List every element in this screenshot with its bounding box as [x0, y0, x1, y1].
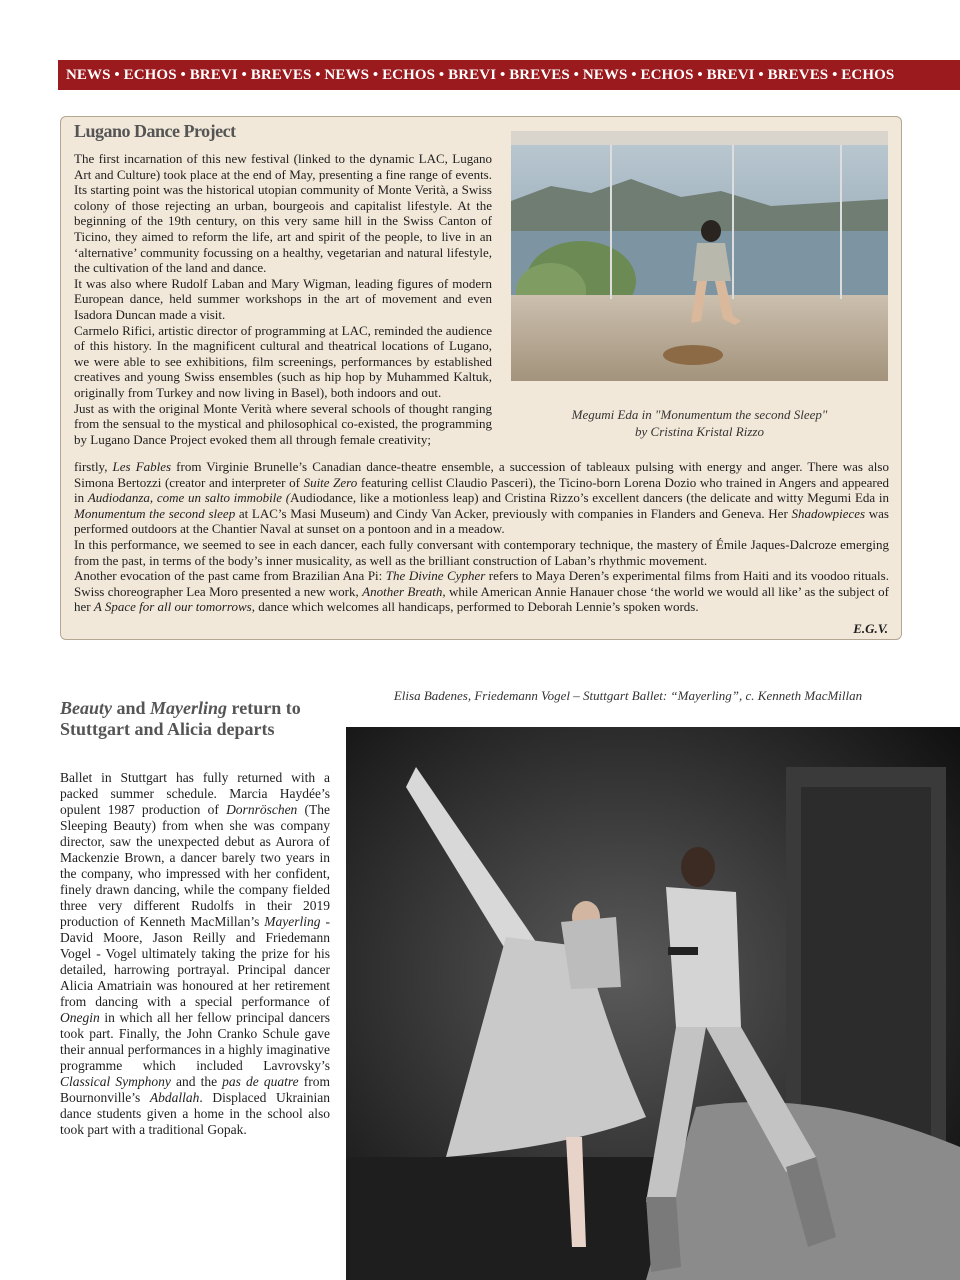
text-run: refers to Maya Deren’s experimental films from Haiti and its voodoo rituals. Swiss choreographer Lea Moro presented a new work, — [74, 568, 889, 599]
text-run: and the — [170, 1074, 223, 1089]
paragraph: In this performance, we seemed to see in each dancer, each fully conversant with contemporary technique, the mastery of Émile Jaques-Dalcroze emerging from the past, in terms of the body’s inner musicality, as well as the brilliant construction of Laban’s rhythmic movement. — [74, 536, 889, 568]
text-run: , dance which welcomes all handicaps, performed to Deborah Lennie’s spoken words. — [251, 599, 699, 615]
text-run: from Bournonville’s — [60, 1074, 330, 1105]
lugano-column-text — [74, 151, 492, 447]
work-title: Abdallah — [149, 1090, 200, 1105]
paragraph — [74, 459, 889, 537]
paragraph — [74, 568, 889, 615]
work-title: Dornröschen — [226, 802, 298, 817]
text-run: Another evocation of the past came from Brazilian Ana Pi: — [74, 568, 386, 584]
work-title: Shadowpieces — [791, 505, 866, 521]
lugano-full-width-text — [74, 459, 889, 615]
text-run: featuring cellist Claudio Pasceri), the Ticino-born Lorena Dozio who trained in Angers and appeared in — [74, 474, 889, 506]
lugano-photo-caption — [511, 406, 888, 440]
author-signature: E.G.V. — [853, 621, 888, 636]
text-run: (The Sleeping Beauty) from when she was company director, saw the unexpected debut as Aurora of Mackenzie Brown, a dancer barely two years in the company, who impressed with her confident, finely drawn dancing, while the company fielded three very different Rudolfs in their 2019 production of Kenneth MacMillan’s — [60, 802, 331, 929]
work-title: Audiodanza, come un salto immobile ( — [87, 490, 291, 506]
title-text: return to Stuttgart and Alicia departs — [60, 698, 301, 739]
work-title: Mayerling — [264, 914, 321, 929]
caption-line: Megumi Eda in "Monumentum the second Sleep" — [571, 407, 828, 422]
text-run: in which all her fellow principal dancers took part. Finally, the John Cranko Schule gave their annual performances in a highly imaginative programme which included Lavrovsky’s — [60, 1010, 330, 1073]
work-title: Monumentum the second sleep — [74, 505, 236, 521]
paragraph: Carmelo Rifici, artistic director of programming at LAC, reminded the audience of this history. In the magnificent cultural and theatrical locations of Lugano, we were able to see exhibitions, film screenings, performances by established creatives and young Swiss ensembles (such as hip hop by Muhammed Kaltuk, originally from Turkey and now living in Basel), both indoors and out. — [74, 322, 492, 400]
text-run: firstly, — [74, 459, 113, 474]
stuttgart-title — [60, 698, 330, 740]
text-run: . Displaced Ukrainian dance students given a home in the school also took part with a traditional Gopak. — [60, 1090, 330, 1137]
work-title: The Divine Cypher — [385, 568, 486, 584]
text-run: from Virginie Brunelle’s Canadian dance-theatre ensemble, a succession of tableaux pulsing with energy and anger. There was also Simona Bertozzi (creator and interpreter of — [74, 459, 889, 490]
paragraph: The first incarnation of this new festival (linked to the dynamic LAC, Lugano Art and Culture) took place at the end of May, presenting a fine range of events. Its starting point was the historical utopian community of Monte Verità, a Swiss colony of those rejecting an urban, bourgeois and capitalist lifestyle. At the beginning of the 19th century, on this very same hill in the Swiss Canton of Ticino, they aimed to reform the life, art and spirit of the people, to live in an ‘alternative’ community focussing on a healthy, vegetarian and natural lifestyle, the cultivation of the land and dance. — [74, 151, 492, 276]
title-text: and — [112, 698, 151, 718]
stuttgart-body — [60, 770, 330, 1138]
text-run: , while American Annie Hanauer chose ‘the world we would all like’ as the subject of her — [74, 583, 890, 615]
text-run: Ballet in Stuttgart has fully returned with a packed summer schedule. Marcia Haydée’s opulent 1987 production of — [60, 770, 330, 817]
work-title: Another Breath — [362, 583, 443, 599]
photo-megumi-eda — [511, 131, 888, 381]
photo-mayerling — [346, 727, 960, 1280]
paragraph: Just as with the original Monte Verità where several schools of thought ranging from the sensual to the mystical and philosophical co-existed, the programming by Lugano Dance Project evoked them all through female creativity; — [74, 400, 492, 447]
section-banner: NEWS • ECHOS • BREVI • BREVES • NEWS • ECHOS • BREVI • BREVES • NEWS • ECHOS • BREVI • BREVES • ECHOS — [58, 60, 960, 90]
text-run: - David Moore, Jason Reilly and Friedemann Vogel - Vogel ultimately taking the prize for his detailed, harrowing portrayal. Principal dancer Alicia Amatriain was honoured at her retirement from dancing with a special performance of — [60, 914, 330, 1009]
title-italic: Mayerling — [150, 698, 228, 718]
stuttgart-photo-caption: Elisa Badenes, Friedemann Vogel – Stuttgart Ballet: “Mayerling”, c. Kenneth MacMillan — [393, 688, 863, 703]
work-title: Suite Zero — [303, 474, 358, 490]
work-title: pas de quatre — [222, 1074, 299, 1089]
text-run: at LAC’s Masi Museum) and Cindy Van Acker, previously with companies in Flanders and Geneva. Her — [235, 505, 792, 521]
work-title: A Space for all our tomorrows — [93, 599, 252, 615]
work-title: Onegin — [60, 1010, 100, 1025]
title-italic: Beauty — [60, 698, 112, 718]
work-title: Les Fables — [112, 459, 172, 474]
caption-line: by Cristina Kristal Rizzo — [635, 424, 764, 439]
lugano-article — [60, 116, 902, 640]
ballet-photo-illustration — [346, 727, 960, 1280]
text-run: Audiodance, like a motionless leap) and Cristina Rizzo’s excellent dancers (the delicate and witty Megumi Eda in — [290, 490, 889, 506]
lugano-title: Lugano Dance Project — [74, 121, 236, 141]
work-title: Classical Symphony — [60, 1074, 171, 1089]
text-run: was performed outdoors at the Chantier Naval at sunset on a pontoon and in a meadow. — [74, 505, 889, 537]
paragraph: It was also where Rudolf Laban and Mary Wigman, leading figures of modern European dance, held summer workshops in the art of movement and even Isadora Duncan made a visit. — [74, 275, 492, 322]
dancer-photo-illustration — [511, 131, 888, 381]
